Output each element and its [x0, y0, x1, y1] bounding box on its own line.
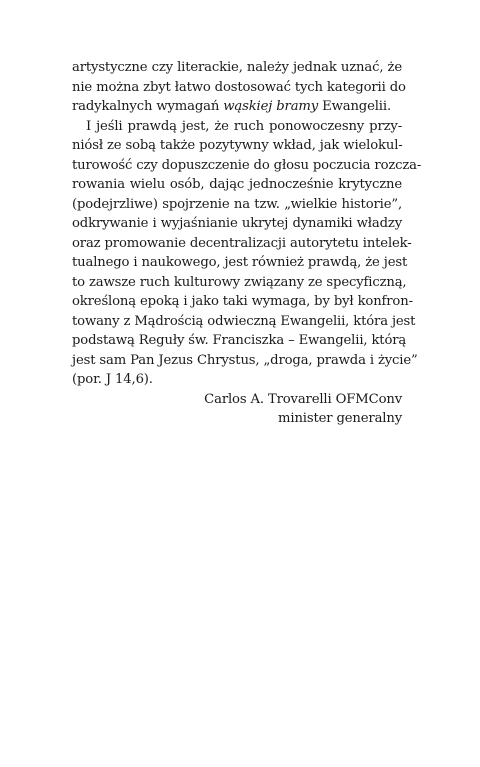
- signature-block: [72, 390, 402, 429]
- text-line: podstawą Reguły św. Franciszka – Ewangelii, którą: [72, 333, 407, 348]
- text-line: I jeśli prawdą jest, że ruch ponowoczesny przy-: [86, 118, 402, 134]
- text-line: oraz promowanie decentralizacji autorytetu intelek-: [72, 235, 412, 251]
- text-line: towany z Mądrością odwieczną Ewangelii, która jest: [72, 313, 416, 329]
- signature-role: minister generalny: [278, 411, 402, 426]
- text-line: artystyczne czy literackie, należy jednak uznać, że: [72, 60, 402, 75]
- text-line: turowość czy dopuszczenie do głosu poczucia rozcza-: [72, 157, 422, 173]
- text-run: radykalnych wymagań: [72, 99, 224, 114]
- text-line: to zawsze ruch kulturowy związany ze specyficzną,: [72, 274, 407, 290]
- text-line: (por. J 14,6).: [72, 372, 153, 387]
- text-line: określoną epoką i jako taki wymaga, by był konfron-: [72, 294, 413, 309]
- text-line: rowania wielu osób, dając jednocześnie krytyczne: [72, 177, 402, 192]
- paragraph-1: [72, 58, 406, 117]
- signature-name: Carlos A. Trovarelli OFMConv: [204, 391, 402, 407]
- text-line: nie można zbyt łatwo dostosować tych kategorii do: [72, 79, 406, 95]
- document-page: [72, 58, 422, 429]
- text-line: jest sam Pan Jezus Chrystus, „droga, prawda i życie”: [72, 352, 418, 368]
- text-line: niósł ze sobą także pozytywny wkład, jak wielokul-: [72, 138, 403, 153]
- paragraph-2: [72, 117, 422, 390]
- text-line: tualnego i naukowego, jest również prawdą, że jest: [72, 255, 408, 270]
- italic-phrase: wąskiej bramy: [223, 99, 319, 114]
- text-run: Ewangelii.: [318, 99, 391, 114]
- text-line: (podejrzliwe) spojrzenie na tzw. „wielkie historie”,: [72, 196, 402, 212]
- text-line: odkrywanie i wyjaśnianie ukrytej dynamiki władzy: [72, 216, 402, 231]
- text-line: [72, 97, 402, 117]
